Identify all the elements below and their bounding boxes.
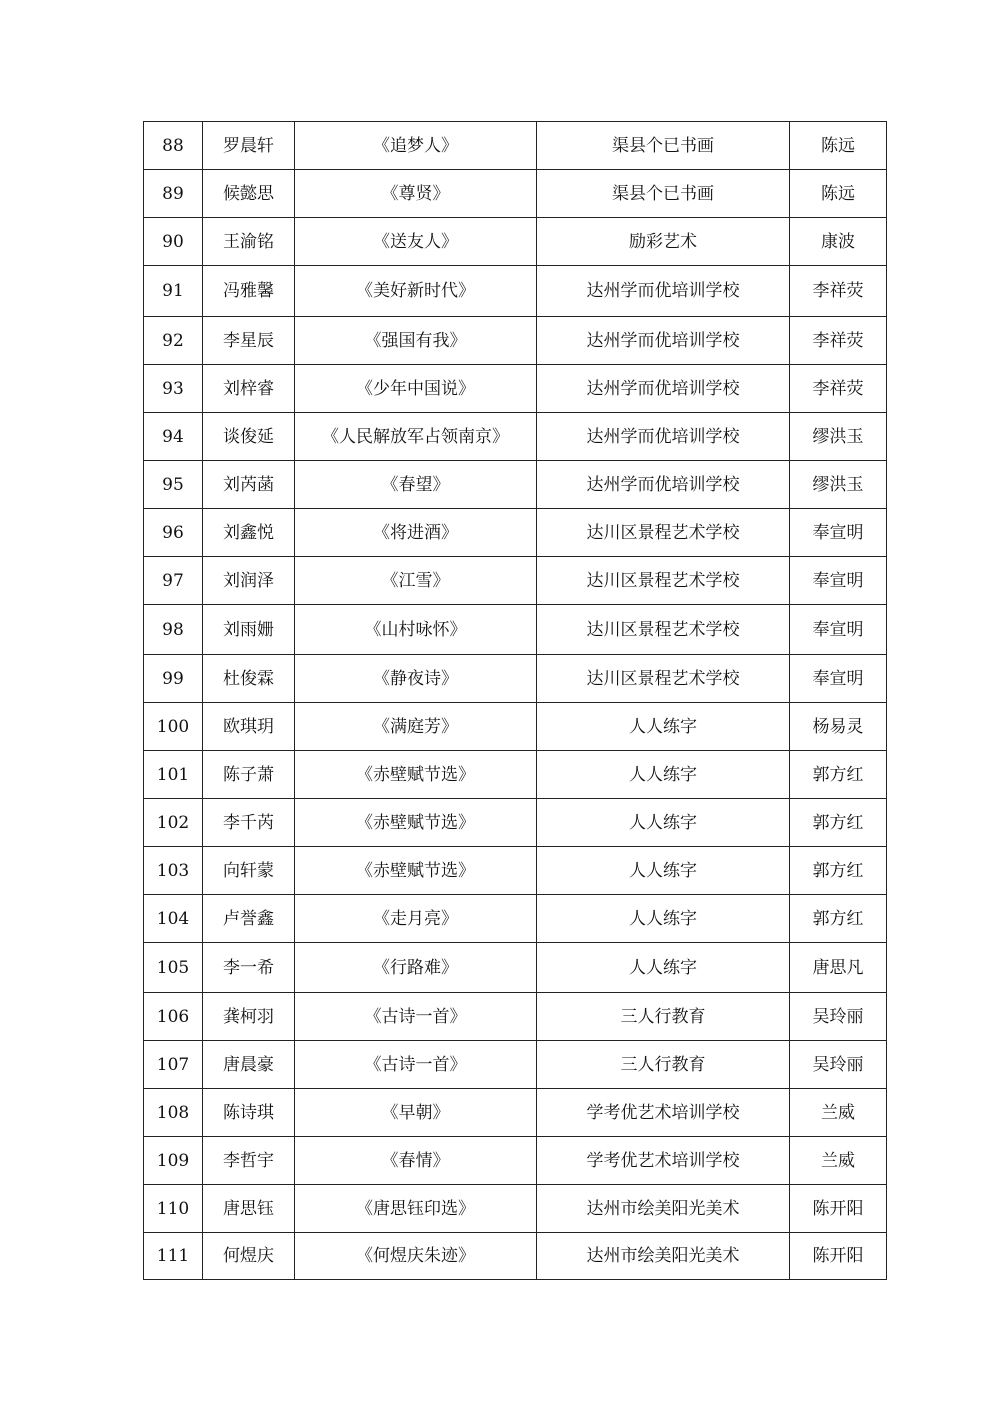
organization: 达州市绘美阳光美术 (537, 1185, 790, 1233)
table-row (144, 1041, 887, 1089)
table-row (144, 993, 887, 1041)
student-name: 刘梓睿 (203, 365, 295, 413)
organization: 励彩艺术 (537, 218, 790, 266)
work-title: 《早朝》 (295, 1089, 537, 1137)
teacher-name: 缪洪玉 (790, 413, 887, 461)
organization: 达川区景程艺术学校 (537, 509, 790, 557)
teacher-name: 李祥荧 (790, 317, 887, 365)
work-title: 《美好新时代》 (295, 266, 537, 317)
work-title: 《将进酒》 (295, 509, 537, 557)
teacher-name: 陈开阳 (790, 1233, 887, 1280)
teacher-name: 陈开阳 (790, 1185, 887, 1233)
teacher-name: 陈远 (790, 122, 887, 170)
organization: 渠县个已书画 (537, 170, 790, 218)
teacher-name: 李祥荧 (790, 365, 887, 413)
table-row (144, 317, 887, 365)
work-title: 《静夜诗》 (295, 655, 537, 703)
organization: 学考优艺术培训学校 (537, 1089, 790, 1137)
work-title: 《赤壁赋节选》 (295, 799, 537, 847)
entry-number: 110 (144, 1185, 203, 1233)
teacher-name: 奉宣明 (790, 655, 887, 703)
organization: 达川区景程艺术学校 (537, 557, 790, 605)
award-roster-table (143, 121, 887, 1280)
table-row (144, 266, 887, 317)
student-name: 刘润泽 (203, 557, 295, 605)
teacher-name: 吴玲丽 (790, 993, 887, 1041)
entry-number: 101 (144, 751, 203, 799)
work-title: 《古诗一首》 (295, 993, 537, 1041)
entry-number: 105 (144, 943, 203, 993)
student-name: 唐晨豪 (203, 1041, 295, 1089)
teacher-name: 奉宣明 (790, 557, 887, 605)
organization: 人人练字 (537, 895, 790, 943)
teacher-name: 奉宣明 (790, 509, 887, 557)
entry-number: 95 (144, 461, 203, 509)
table-row (144, 218, 887, 266)
entry-number: 89 (144, 170, 203, 218)
student-name: 卢誉鑫 (203, 895, 295, 943)
table-row (144, 365, 887, 413)
entry-number: 100 (144, 703, 203, 751)
table-row (144, 751, 887, 799)
entry-number: 93 (144, 365, 203, 413)
table-row (144, 1185, 887, 1233)
organization: 达州市绘美阳光美术 (537, 1233, 790, 1280)
entry-number: 108 (144, 1089, 203, 1137)
work-title: 《尊贤》 (295, 170, 537, 218)
entry-number: 109 (144, 1137, 203, 1185)
entry-number: 92 (144, 317, 203, 365)
teacher-name: 吴玲丽 (790, 1041, 887, 1089)
organization: 渠县个已书画 (537, 122, 790, 170)
work-title: 《古诗一首》 (295, 1041, 537, 1089)
student-name: 龚柯羽 (203, 993, 295, 1041)
work-title: 《满庭芳》 (295, 703, 537, 751)
table-row (144, 122, 887, 170)
organization: 达州学而优培训学校 (537, 413, 790, 461)
organization: 达州学而优培训学校 (537, 317, 790, 365)
entry-number: 99 (144, 655, 203, 703)
student-name: 李一希 (203, 943, 295, 993)
student-name: 杜俊霖 (203, 655, 295, 703)
student-name: 何煜庆 (203, 1233, 295, 1280)
roster-body (144, 122, 887, 1280)
teacher-name: 陈远 (790, 170, 887, 218)
organization: 达州学而优培训学校 (537, 266, 790, 317)
teacher-name: 杨易灵 (790, 703, 887, 751)
student-name: 李哲宇 (203, 1137, 295, 1185)
organization: 达州学而优培训学校 (537, 461, 790, 509)
teacher-name: 缪洪玉 (790, 461, 887, 509)
work-title: 《走月亮》 (295, 895, 537, 943)
table-row (144, 557, 887, 605)
work-title: 《少年中国说》 (295, 365, 537, 413)
work-title: 《送友人》 (295, 218, 537, 266)
table-row (144, 895, 887, 943)
organization: 三人行教育 (537, 1041, 790, 1089)
entry-number: 106 (144, 993, 203, 1041)
student-name: 候懿思 (203, 170, 295, 218)
work-title: 《赤壁赋节选》 (295, 847, 537, 895)
work-title: 《追梦人》 (295, 122, 537, 170)
teacher-name: 郭方红 (790, 895, 887, 943)
table-row (144, 1233, 887, 1280)
table-row (144, 413, 887, 461)
organization: 三人行教育 (537, 993, 790, 1041)
work-title: 《唐思钰印选》 (295, 1185, 537, 1233)
work-title: 《人民解放军占领南京》 (295, 413, 537, 461)
entry-number: 104 (144, 895, 203, 943)
student-name: 陈子萧 (203, 751, 295, 799)
work-title: 《春情》 (295, 1137, 537, 1185)
teacher-name: 唐思凡 (790, 943, 887, 993)
work-title: 《行路难》 (295, 943, 537, 993)
student-name: 陈诗琪 (203, 1089, 295, 1137)
work-title: 《春望》 (295, 461, 537, 509)
student-name: 罗晨轩 (203, 122, 295, 170)
work-title: 《何煜庆朱迹》 (295, 1233, 537, 1280)
teacher-name: 奉宣明 (790, 605, 887, 655)
entry-number: 107 (144, 1041, 203, 1089)
table-row (144, 509, 887, 557)
table-row (144, 1137, 887, 1185)
student-name: 李星辰 (203, 317, 295, 365)
student-name: 唐思钰 (203, 1185, 295, 1233)
table-row (144, 703, 887, 751)
teacher-name: 康波 (790, 218, 887, 266)
organization: 人人练字 (537, 799, 790, 847)
entry-number: 90 (144, 218, 203, 266)
organization: 达州学而优培训学校 (537, 365, 790, 413)
table-row (144, 605, 887, 655)
teacher-name: 郭方红 (790, 751, 887, 799)
teacher-name: 郭方红 (790, 847, 887, 895)
organization: 人人练字 (537, 703, 790, 751)
student-name: 刘雨姗 (203, 605, 295, 655)
table-row (144, 1089, 887, 1137)
student-name: 王渝铭 (203, 218, 295, 266)
entry-number: 103 (144, 847, 203, 895)
organization: 达川区景程艺术学校 (537, 655, 790, 703)
organization: 学考优艺术培训学校 (537, 1137, 790, 1185)
entry-number: 97 (144, 557, 203, 605)
table-row (144, 655, 887, 703)
teacher-name: 李祥荧 (790, 266, 887, 317)
table-row (144, 799, 887, 847)
table-row (144, 847, 887, 895)
entry-number: 88 (144, 122, 203, 170)
entry-number: 91 (144, 266, 203, 317)
organization: 人人练字 (537, 847, 790, 895)
student-name: 刘鑫悦 (203, 509, 295, 557)
organization: 人人练字 (537, 943, 790, 993)
work-title: 《江雪》 (295, 557, 537, 605)
entry-number: 96 (144, 509, 203, 557)
student-name: 冯雅馨 (203, 266, 295, 317)
student-name: 李千芮 (203, 799, 295, 847)
entry-number: 102 (144, 799, 203, 847)
teacher-name: 兰威 (790, 1137, 887, 1185)
table-row (144, 943, 887, 993)
student-name: 谈俊延 (203, 413, 295, 461)
organization: 人人练字 (537, 751, 790, 799)
teacher-name: 郭方红 (790, 799, 887, 847)
work-title: 《强国有我》 (295, 317, 537, 365)
student-name: 刘芮菡 (203, 461, 295, 509)
teacher-name: 兰威 (790, 1089, 887, 1137)
work-title: 《赤壁赋节选》 (295, 751, 537, 799)
entry-number: 94 (144, 413, 203, 461)
work-title: 《山村咏怀》 (295, 605, 537, 655)
organization: 达川区景程艺术学校 (537, 605, 790, 655)
student-name: 欧琪玥 (203, 703, 295, 751)
table-row (144, 170, 887, 218)
entry-number: 98 (144, 605, 203, 655)
entry-number: 111 (144, 1233, 203, 1280)
student-name: 向轩蒙 (203, 847, 295, 895)
table-row (144, 461, 887, 509)
